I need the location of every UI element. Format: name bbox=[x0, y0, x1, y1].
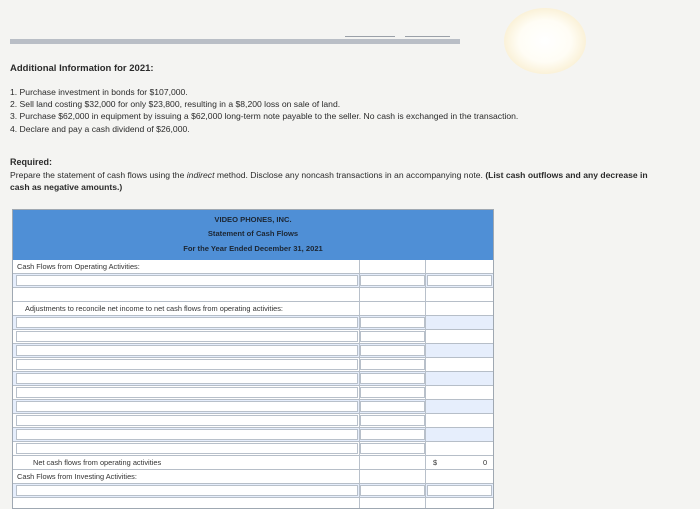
input-row bbox=[13, 428, 493, 442]
description-input[interactable] bbox=[16, 359, 358, 370]
amount-input[interactable] bbox=[360, 387, 425, 398]
investing-activities-row bbox=[13, 470, 493, 484]
net-operating-value: 0 bbox=[483, 458, 488, 467]
investing-activities-label: Cash Flows from Investing Activities: bbox=[17, 472, 137, 481]
input-row bbox=[13, 386, 493, 400]
description-input[interactable] bbox=[16, 401, 358, 412]
info-item: 3. Purchase $62,000 in equipment by issuing a $62,000 long-term note payable to the seller. No cash is exchanged in the transaction. bbox=[10, 111, 519, 122]
header-rule-2 bbox=[405, 36, 450, 37]
operating-activities-label: Cash Flows from Operating Activities: bbox=[17, 262, 140, 271]
input-row bbox=[13, 274, 493, 288]
amount-input[interactable] bbox=[360, 331, 425, 342]
input-row bbox=[13, 316, 493, 330]
info-item: 2. Sell land costing $32,000 for only $23,800, resulting in a $8,200 loss on sale of land. bbox=[10, 99, 341, 110]
description-input[interactable] bbox=[16, 345, 358, 356]
info-item: 4. Declare and pay a cash dividend of $26,000. bbox=[10, 123, 190, 134]
screen-glare bbox=[504, 8, 586, 74]
additional-info-heading: Additional Information for 2021: bbox=[10, 63, 154, 74]
required-text-italic: indirect bbox=[186, 170, 215, 180]
cash-flow-statement bbox=[12, 209, 494, 509]
description-input[interactable] bbox=[16, 415, 358, 426]
total-input[interactable] bbox=[427, 485, 492, 496]
description-input[interactable] bbox=[16, 443, 358, 454]
amount-input[interactable] bbox=[360, 275, 425, 286]
info-item: 1. Purchase investment in bonds for $107,000. bbox=[10, 87, 188, 97]
amount-input[interactable] bbox=[360, 373, 425, 384]
input-row bbox=[13, 484, 493, 498]
description-input[interactable] bbox=[16, 275, 358, 286]
net-operating-label: Net cash flows from operating activities bbox=[33, 458, 162, 467]
operating-activities-row bbox=[13, 260, 493, 274]
required-text-bold: (List cash outflows and any decrease in cash as negative amounts.) bbox=[10, 170, 648, 192]
description-input[interactable] bbox=[16, 429, 358, 440]
adjustments-label: Adjustments to reconcile net income to net cash flows from operating activities: bbox=[25, 304, 283, 313]
required-text-part: Prepare the statement of cash flows using the bbox=[10, 170, 187, 180]
amount-input[interactable] bbox=[360, 415, 425, 426]
description-input[interactable] bbox=[16, 387, 358, 398]
input-row bbox=[13, 330, 493, 344]
input-row bbox=[13, 442, 493, 456]
column-divider bbox=[359, 260, 360, 508]
additional-info-list bbox=[10, 86, 518, 135]
statement-header bbox=[13, 210, 493, 260]
amount-input[interactable] bbox=[360, 317, 425, 328]
description-input[interactable] bbox=[16, 373, 358, 384]
required-text-part: method. Disclose any noncash transactions in an accompanying note. bbox=[214, 170, 486, 180]
input-row bbox=[13, 400, 493, 414]
statement-title: Statement of Cash Flows bbox=[207, 229, 299, 238]
header-bar bbox=[10, 39, 460, 44]
required-instructions bbox=[10, 169, 660, 193]
amount-input[interactable] bbox=[360, 485, 425, 496]
amount-input[interactable] bbox=[360, 345, 425, 356]
company-name: VIDEO PHONES, INC. bbox=[214, 215, 292, 224]
header-rule-1 bbox=[345, 36, 395, 37]
total-input[interactable] bbox=[427, 275, 492, 286]
amount-input[interactable] bbox=[360, 401, 425, 412]
blank-row bbox=[13, 288, 493, 302]
input-row bbox=[13, 414, 493, 428]
input-row bbox=[13, 372, 493, 386]
input-row bbox=[13, 358, 493, 372]
description-input[interactable] bbox=[16, 317, 358, 328]
amount-input[interactable] bbox=[360, 359, 425, 370]
adjustments-row bbox=[13, 302, 493, 316]
column-divider bbox=[425, 260, 426, 508]
amount-input[interactable] bbox=[360, 429, 425, 440]
required-title: Required: bbox=[10, 157, 53, 167]
statement-period: For the Year Ended December 31, 2021 bbox=[183, 244, 323, 253]
input-row bbox=[13, 344, 493, 358]
amount-input[interactable] bbox=[360, 443, 425, 454]
currency-symbol: $ bbox=[433, 458, 438, 467]
description-input[interactable] bbox=[16, 331, 358, 342]
net-operating-row bbox=[13, 456, 493, 470]
description-input[interactable] bbox=[16, 485, 358, 496]
